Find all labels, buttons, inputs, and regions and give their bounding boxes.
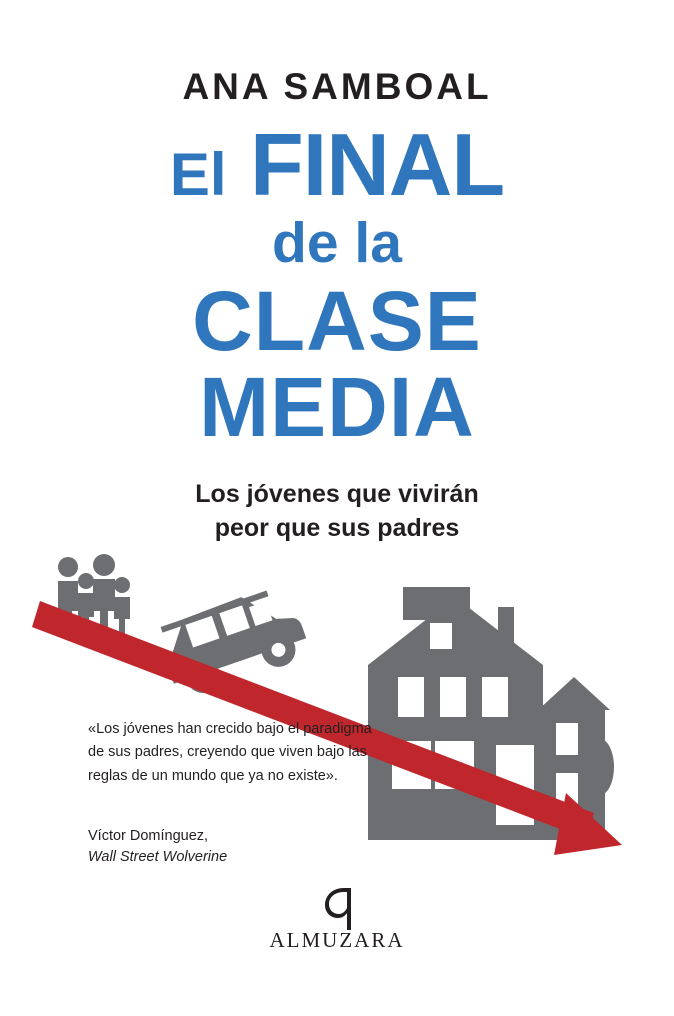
attribution-name: Víctor Domínguez, bbox=[88, 828, 209, 844]
attribution-source: Wall Street Wolverine bbox=[88, 849, 228, 866]
author-name: ANA SAMBOAL bbox=[182, 66, 492, 107]
quote-attribution bbox=[88, 826, 388, 868]
title-word-el: El bbox=[169, 141, 227, 208]
subtitle-line-1: Los jóvenes que vivirán bbox=[195, 480, 479, 508]
title-line-2: de la bbox=[272, 211, 402, 276]
book-title bbox=[0, 115, 674, 455]
subtitle-line-2: peor que sus padres bbox=[214, 513, 460, 542]
publisher-name: ALMUZARA bbox=[269, 928, 405, 952]
almuzara-logo-icon bbox=[314, 884, 360, 932]
title-line-3: CLASE bbox=[192, 274, 482, 369]
title-word-final: FINAL bbox=[250, 115, 505, 214]
book-subtitle bbox=[0, 478, 674, 546]
title-line-4: MEDIA bbox=[199, 360, 475, 455]
title-line-1 bbox=[0, 115, 674, 214]
cover-quote: «Los jóvenes han crecido bajo el paradigma de sus padres, creyendo que viven bajo las reglas de un mundo que ya no existe». bbox=[88, 721, 372, 784]
